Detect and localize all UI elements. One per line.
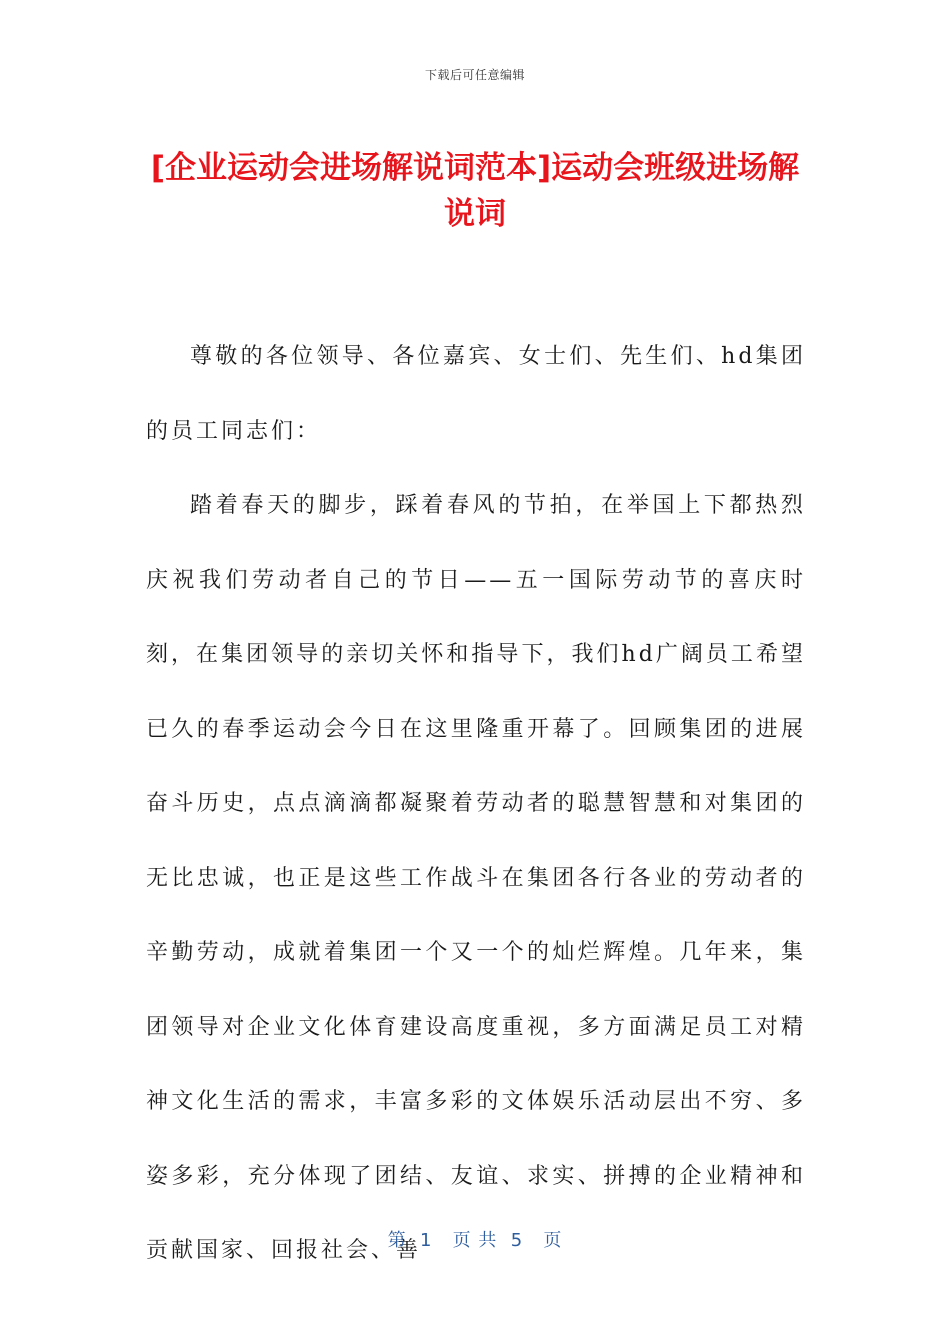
page-number-footer: 第 1 页 共 5 页 [387,1230,563,1251]
document-body [146,320,806,1289]
document-title: [企业运动会进场解说词范本]运动会班级进场解说词 [150,150,800,232]
paragraph-greeting: 尊敬的各位领导、各位嘉宾、女士们、先生们、hd集团的员工同志们： [146,344,806,444]
header-note: 下载后可任意编辑 [424,68,525,82]
paragraph-opening: 踏着春天的脚步，踩着春风的节拍，在举国上下都热烈庆祝我们劳动者自己的节日——五一国际劳动节的喜庆时刻，在集团领导的亲切关怀和指导下，我们hd广阔员工希望已久的春季运动会今日在这里隆重开幕了。回顾集团的进展奋斗历史，点点滴滴都凝聚着劳动者的聪慧智慧和对集团的无比忠诚，也正是这些工作战斗在集团各行各业的劳动者的辛勤劳动，成就着集团一个又一个的灿烂辉煌。几年来，集团领导对企业文化体育建设高度重视，多方面满足员工对精神文化生活的需求，丰富多彩的文体娱乐活动层出不穷、多姿多彩，充分体现了团结、友谊、求实、拼搏的企业精神和贡献国家、回报社会、善 [146,493,806,1263]
